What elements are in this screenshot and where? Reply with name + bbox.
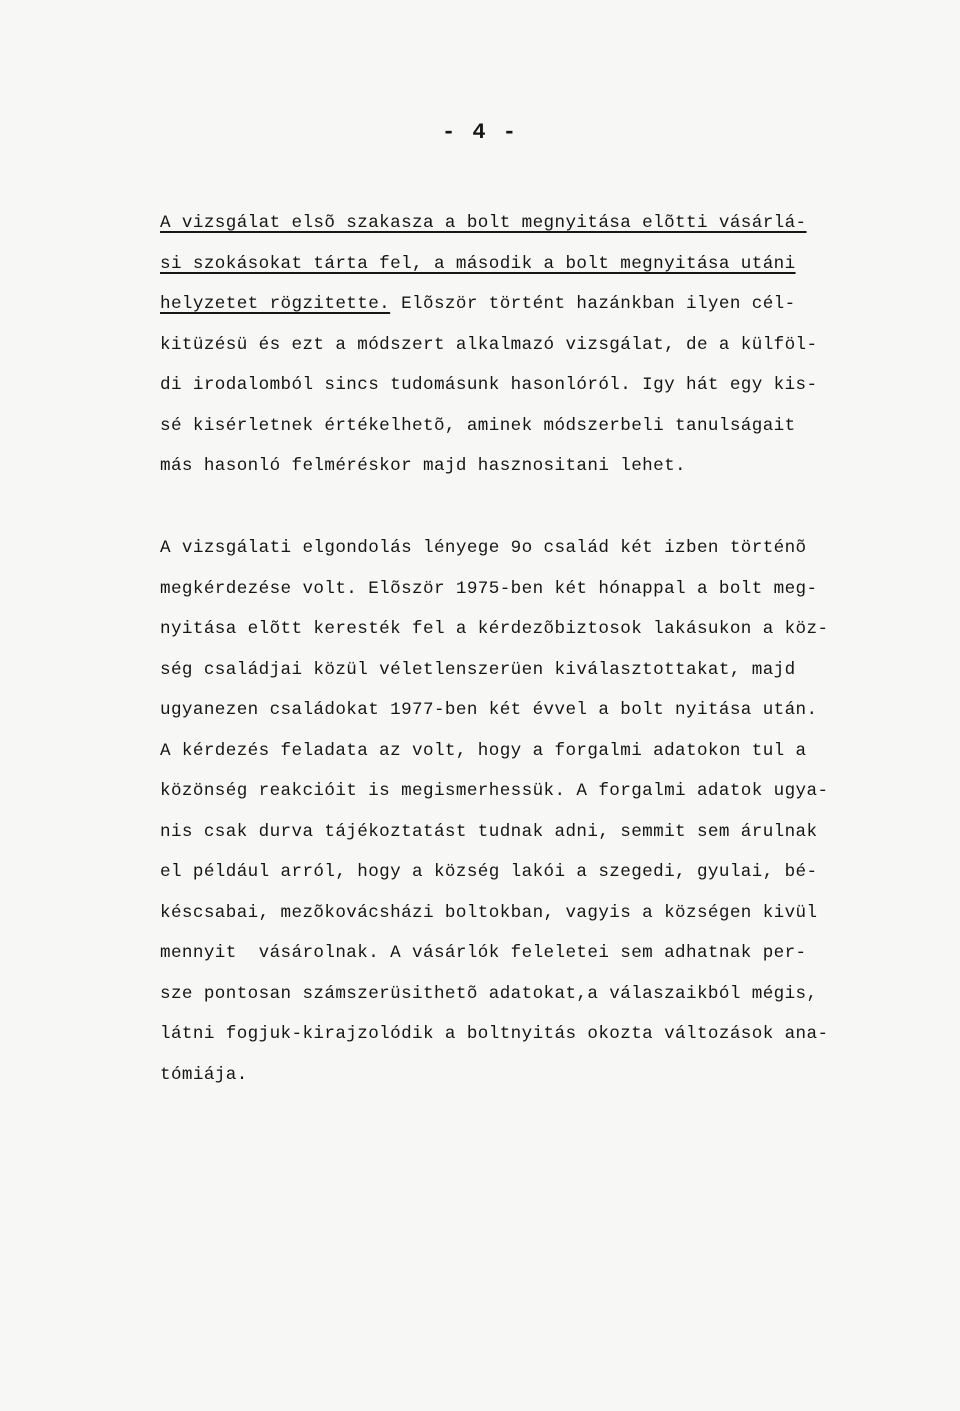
text-line bbox=[160, 203, 900, 244]
text-line bbox=[160, 609, 900, 650]
line-text: mennyit vásárolnak. A vásárlók feleletei sem adhatnak per- bbox=[160, 943, 807, 963]
paragraph-2 bbox=[160, 528, 900, 1095]
line-text: nis csak durva tájékoztatást tudnak adni, semmit sem árulnak bbox=[160, 821, 818, 842]
text-line bbox=[160, 569, 900, 610]
paragraph-1 bbox=[160, 203, 900, 487]
line-text: A vizsgálati elgondolás lényege 9o család két izben történõ bbox=[160, 538, 807, 558]
text-line bbox=[160, 812, 900, 853]
text-line bbox=[160, 1014, 900, 1055]
text-line bbox=[160, 690, 900, 731]
line-text: késcsabai, mezõkovácsházi boltokban, vagyis a községen kivül bbox=[160, 902, 818, 923]
text-line bbox=[160, 446, 900, 487]
line-text: tómiája. bbox=[160, 1064, 248, 1085]
line-text: A kérdezés feladata az volt, hogy a forgalmi adatokon tul a bbox=[160, 740, 807, 761]
line-text: el például arról, hogy a község lakói a szegedi, gyulai, bé- bbox=[160, 862, 818, 882]
text-line bbox=[160, 650, 900, 691]
text-line bbox=[160, 771, 900, 812]
text-line bbox=[160, 1055, 900, 1096]
line-text: di irodalomból sincs tudomásunk hasonlóról. Igy hát egy kis- bbox=[160, 375, 818, 395]
text-line bbox=[160, 365, 900, 406]
text-line bbox=[160, 974, 900, 1015]
text-line bbox=[160, 528, 900, 569]
line-text: kitüzésü és ezt a módszert alkalmazó vizsgálat, de a külföl- bbox=[160, 334, 818, 355]
underlined-text: si szokásokat tárta fel, a második a bolt megnyitása utáni bbox=[160, 253, 796, 274]
text-line bbox=[160, 893, 900, 934]
underlined-text: A vizsgálat elsõ szakasza a bolt megnyitása elõtti vásárlá- bbox=[160, 213, 807, 233]
text-line bbox=[160, 852, 900, 893]
underlined-text: helyzetet rögzitette. bbox=[160, 294, 391, 314]
line-text: sé kisérletnek értékelhetõ, aminek módszerbeli tanulságait bbox=[160, 415, 796, 436]
line-text: nyitása elõtt keresték fel a kérdezõbiztosok lakásukon a köz- bbox=[160, 619, 829, 639]
text-line bbox=[160, 325, 900, 366]
text-line bbox=[160, 731, 900, 772]
text-line bbox=[160, 406, 900, 447]
line-text: más hasonló felméréskor majd hasznositani lehet. bbox=[160, 456, 686, 476]
text-line bbox=[160, 284, 900, 325]
line-text: közönség reakcióit is megismerhessük. A forgalmi adatok ugya- bbox=[160, 781, 829, 801]
text-line bbox=[160, 244, 900, 285]
line-text: ugyanezen családokat 1977-ben két évvel a bolt nyitása után. bbox=[160, 700, 818, 720]
line-text: ség családjai közül véletlenszerüen kiválasztottakat, majd bbox=[160, 659, 796, 680]
line-text: Elõször történt hazánkban ilyen cél- bbox=[390, 294, 796, 314]
line-text: megkérdezése volt. Elõször 1975-ben két hónappal a bolt meg- bbox=[160, 578, 818, 599]
line-text: sze pontosan számszerüsithetõ adatokat,a válaszaikból mégis, bbox=[160, 983, 818, 1004]
text-line bbox=[160, 933, 900, 974]
line-text: látni fogjuk-kirajzolódik a boltnyitás okozta változások ana- bbox=[160, 1024, 829, 1044]
page-number: - 4 - bbox=[441, 120, 518, 145]
